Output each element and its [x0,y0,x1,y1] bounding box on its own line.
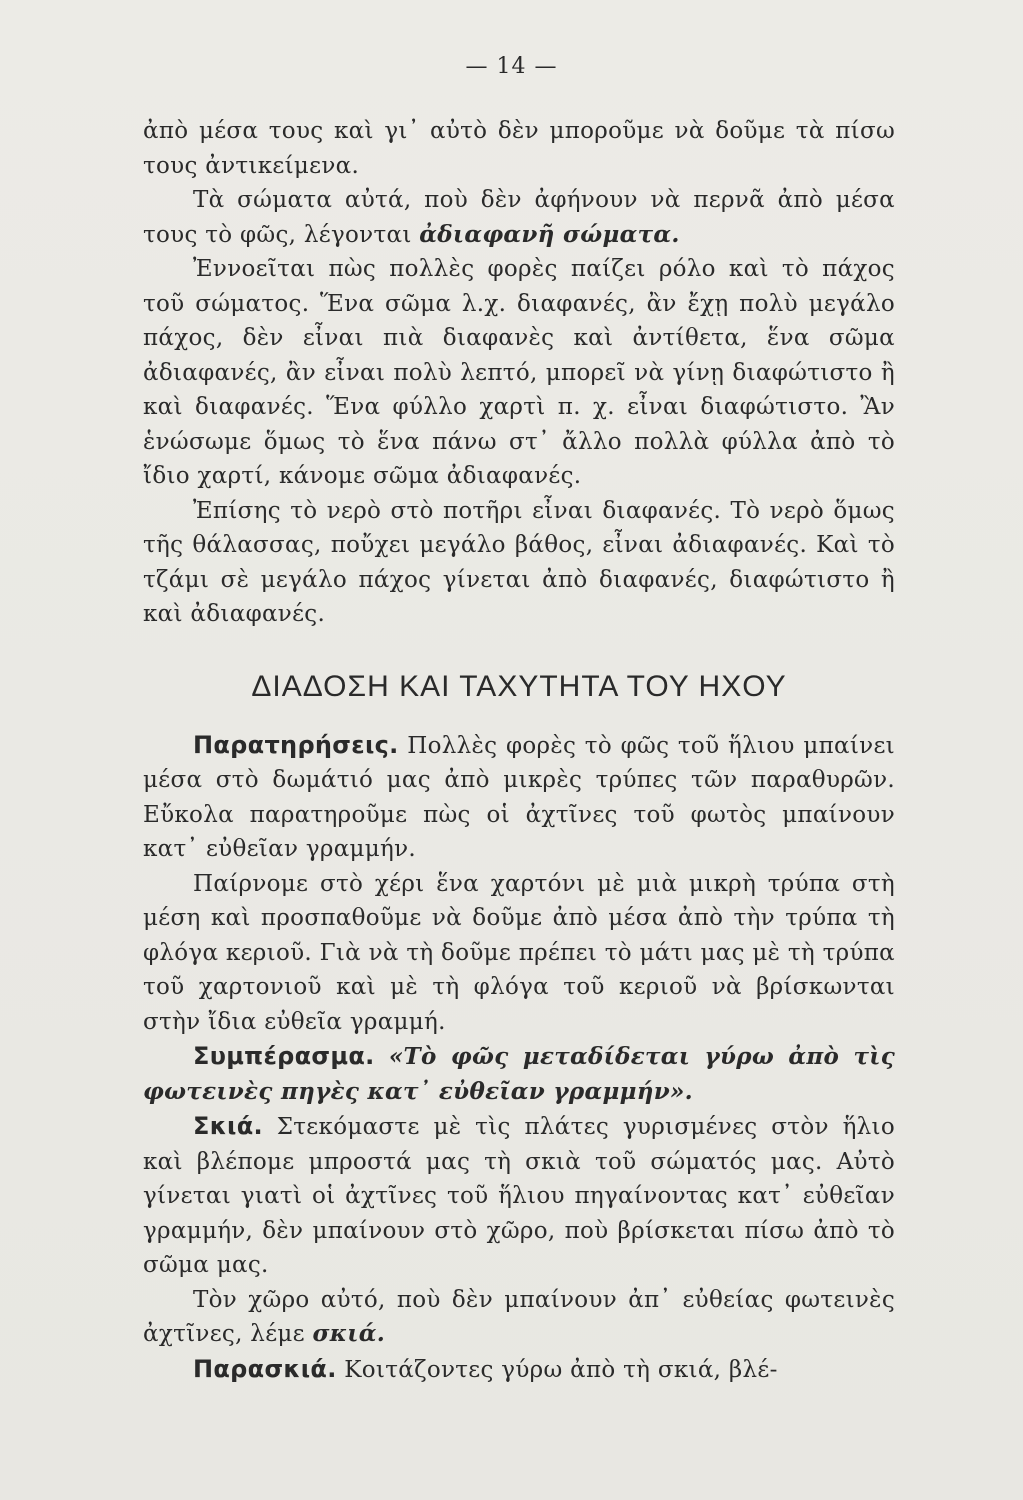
label-penumbra: Παρασκιά. [193,1354,337,1383]
paragraph-experiment: Παίρνομε στὸ χέρι ἕνα χαρτόνι μὲ μιὰ μικρὴ τρύπα στὴ μέση καὶ προσπαθοῦμε νὰ δοῦμε ἀπὸ μέσα ἀπὸ τὴν τρύπα τὴ φλόγα κεριοῦ. Γιὰ νὰ τὴ δοῦμε πρέπει τὸ μάτι μας μὲ τὴ τρύπα τοῦ χαρτονιοῦ καὶ μὲ τὴ φλόγα τοῦ κεριοῦ νὰ βρίσκωνται στὴν ἴδια εὐθεῖα γραμμή. [143,870,896,1035]
section-title: ΔΙΑΔΟΣΗ ΚΑΙ ΤΑΧΥΤΗΤΑ ΤΟΥ ΗΧΟΥ [251,669,787,703]
paragraph-text: Κοιτάζοντες γύρω ἀπὸ τὴ σκιά, βλέ- [336,1356,778,1383]
paragraph-water: Ἐπίσης τὸ νερὸ στὸ ποτῆρι εἶναι διαφανές. Τὸ νερὸ ὅμως τῆς θάλασσας, ποὔχει μεγάλο βάθος, εἶναι ἀδιαφανές. Καὶ τὸ τζάμι σὲ μεγάλο πάχος γίνεται ἀπὸ διαφανές, διαφώτιστο ἢ καὶ ἀδιαφανές. [143,497,895,627]
paragraph-continuation: ἀπὸ μέσα τους καὶ γι᾽ αὐτὸ δὲν μποροῦμε νὰ δοῦμε τὰ πίσω τους ἀντικείμενα. [143,118,895,179]
paragraph-text: Τὸν χῶρο αὐτό, ποὺ δὲν μπαίνουν ἀπ᾽ εὐθείας φωτεινὲς ἀχτῖνες, λέμε [143,1286,895,1347]
paragraph-text: Πολλὲς φορὲς τὸ φῶς τοῦ ἥλιου μπαίνει μέσα στὸ δωμάτιό μας ἀπὸ μικρὲς τρύπες τῶν παραθυρῶν. Εὔκολα παρατηροῦμε πὼς οἱ ἀχτῖνες τοῦ φωτὸς μπαίνουν κατ᾽ εὐθεῖαν γραμμήν. [143,732,895,862]
label-shadow: Σκιά. [193,1112,263,1140]
term-opaque-bodies: ἀδιαφανῆ σώματα. [419,220,680,248]
paragraph-text: Τὰ σώματα αὐτά, ποὺ δὲν ἀφήνουν νὰ περνᾶ ἀπὸ μέσα τους τὸ φῶς, λέγονται [143,187,895,248]
label-conclusion: Συμπέρασμα. [193,1042,375,1070]
paragraph-observations [143,728,895,867]
text-column [143,114,895,1387]
paragraph-text: Στεκόμαστε μὲ τὶς πλάτες γυρισμένες στὸν ἥλιο καὶ βλέπομε μπροστά μας τὴ σκιὰ τοῦ σώματός μας. Αὐτὸ γίνεται γιατὶ οἱ ἀχτῖνες τοῦ ἥλιου πηγαίνοντας κατ᾽ εὐθεῖαν γραμμήν, δὲν μπαίνουν στὸ χῶρο, ποὺ βρίσκεται πίσω ἀπὸ τὸ σῶμα μας. [143,1114,895,1278]
page-number: — 14 — [465,54,558,79]
paragraph-shadow [143,1109,895,1283]
paragraph-shadow-definition [143,1283,895,1352]
paragraph-thickness: Ἐννοεῖται πὼς πολλὲς φορὲς παίζει ρόλο καὶ τὸ πάχος τοῦ σώματος. Ἕνα σῶμα λ.χ. διαφανές, ἂν ἔχῃ πολὺ μεγάλο πάχος, δὲν εἶναι πιὰ διαφανὲς καὶ ἀντίθετα, ἕνα σῶμα ἀδιαφανές, ἂν εἶναι πολὺ λεπτό, μπορεῖ νὰ γίνῃ διαφώτιστο ἢ καὶ διαφανές. Ἕνα φύλλο χαρτὶ π. χ. εἶναι διαφώτιστο. Ἂν ἑνώσωμε ὅμως τὸ ἕνα πάνω στ᾽ ἄλλο πολλὰ φύλλα ἀπὸ τὸ ἴδιο χαρτί, κάνομε σῶμα ἀδιαφανές. [143,256,895,489]
paragraph-opaque-bodies [143,183,895,252]
paragraph-conclusion [143,1039,895,1109]
paragraph-penumbra [143,1352,895,1388]
label-observations: Παρατηρήσεις. [193,730,399,759]
conclusion-statement: «Τὸ φῶς μεταδίδεται γύρω ἀπὸ τὶς φωτεινὲς πηγὲς κατ᾽ εὐθεῖαν γραμμήν». [143,1043,895,1105]
term-shadow: σκιά. [312,1320,386,1347]
